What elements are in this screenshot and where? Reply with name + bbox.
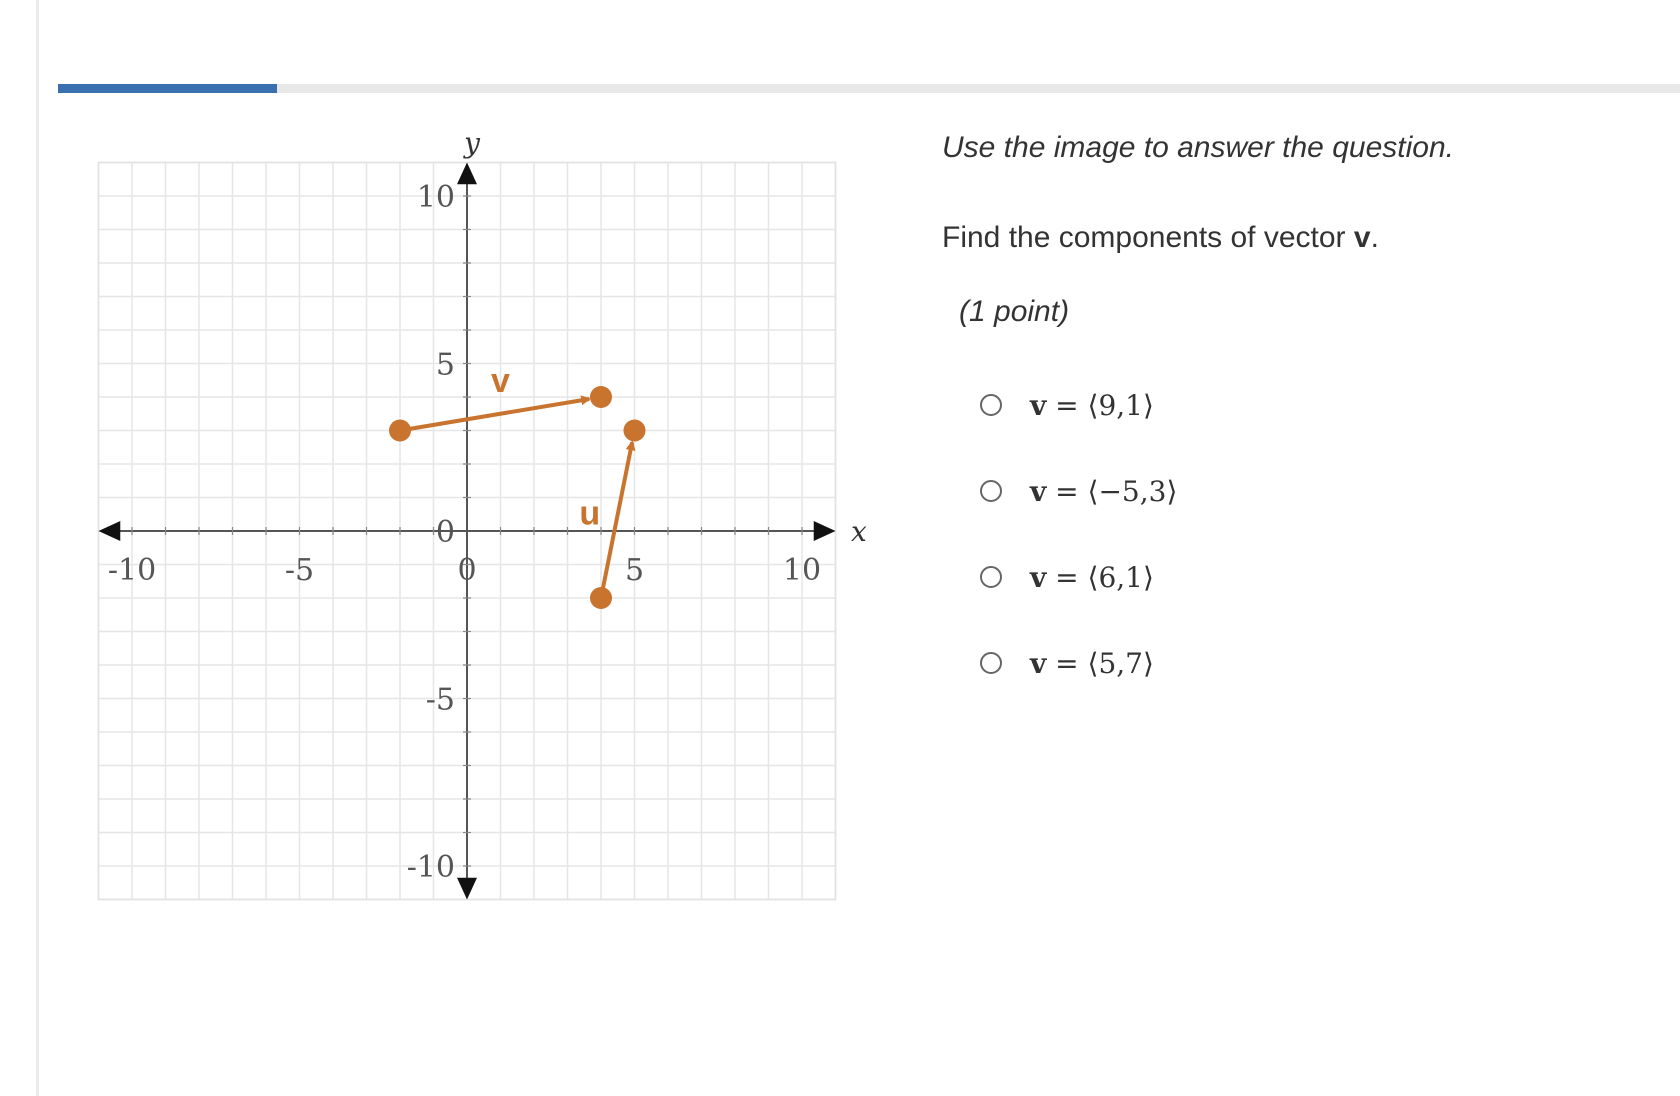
- points-label: (1 point): [959, 295, 1070, 328]
- y-tick-label: 5: [435, 347, 455, 383]
- x-tick-label: -5: [284, 553, 315, 588]
- y-tick-label: 0: [435, 515, 455, 550]
- y-tick-label: -5: [425, 682, 455, 718]
- x-tick-label: -10: [107, 553, 157, 588]
- answer-option-2[interactable]: [980, 448, 1642, 534]
- vector-v-start-point: [389, 420, 411, 442]
- radio-button[interactable]: [980, 652, 1002, 674]
- prompt-end: .: [1370, 221, 1379, 254]
- option-vector: v: [1030, 388, 1047, 422]
- option-value: = ⟨9,1⟩: [1046, 388, 1154, 422]
- tick-labels: [108, 126, 867, 885]
- option-value: = ⟨−5,3⟩: [1046, 474, 1178, 508]
- instruction-text: Use the image to answer the question.: [942, 131, 1454, 164]
- option-value: = ⟨6,1⟩: [1046, 560, 1154, 594]
- y-axis-arrow-up: [457, 163, 477, 185]
- y-axis-label: y: [464, 126, 480, 160]
- question-prompt: [942, 218, 1642, 258]
- vector-u-start-point: [590, 587, 612, 609]
- vector-v-end-point: [590, 386, 612, 408]
- x-tick-label: 10: [782, 553, 822, 588]
- option-label: [1030, 389, 1154, 422]
- radio-button[interactable]: [980, 480, 1002, 502]
- answer-options: [980, 362, 1642, 706]
- axes: [99, 163, 836, 900]
- y-tick-label: -10: [406, 850, 455, 885]
- vectors: [389, 362, 646, 609]
- y-tick-label: 10: [416, 180, 455, 215]
- coordinate-graph: [0, 0, 900, 940]
- x-tick-label: 0: [457, 553, 477, 588]
- x-tick-label: 5: [624, 553, 645, 588]
- option-vector: v: [1030, 474, 1047, 508]
- answer-option-4[interactable]: [980, 620, 1642, 706]
- option-label: [1030, 647, 1154, 680]
- x-axis-arrow-left: [99, 521, 121, 541]
- x-axis-arrow-right: [814, 521, 836, 541]
- prompt-text: Find the components of vector: [942, 221, 1354, 254]
- vector-u-end-point: [624, 420, 646, 442]
- vector-u-label: u: [579, 494, 601, 533]
- radio-button[interactable]: [980, 566, 1002, 588]
- option-vector: v: [1030, 646, 1047, 680]
- y-axis-arrow-down: [457, 878, 477, 900]
- prompt-vector: v: [1353, 221, 1371, 254]
- option-label: [1030, 561, 1154, 594]
- vector-v-line: [400, 399, 589, 431]
- radio-button[interactable]: [980, 394, 1002, 416]
- answer-option-3[interactable]: [980, 534, 1642, 620]
- answer-option-1[interactable]: [980, 362, 1642, 448]
- vector-v-label: v: [491, 361, 510, 400]
- option-value: = ⟨5,7⟩: [1046, 646, 1154, 680]
- question-panel: [942, 128, 1642, 706]
- option-label: [1030, 475, 1177, 508]
- option-vector: v: [1030, 560, 1047, 594]
- x-axis-label: x: [851, 515, 867, 548]
